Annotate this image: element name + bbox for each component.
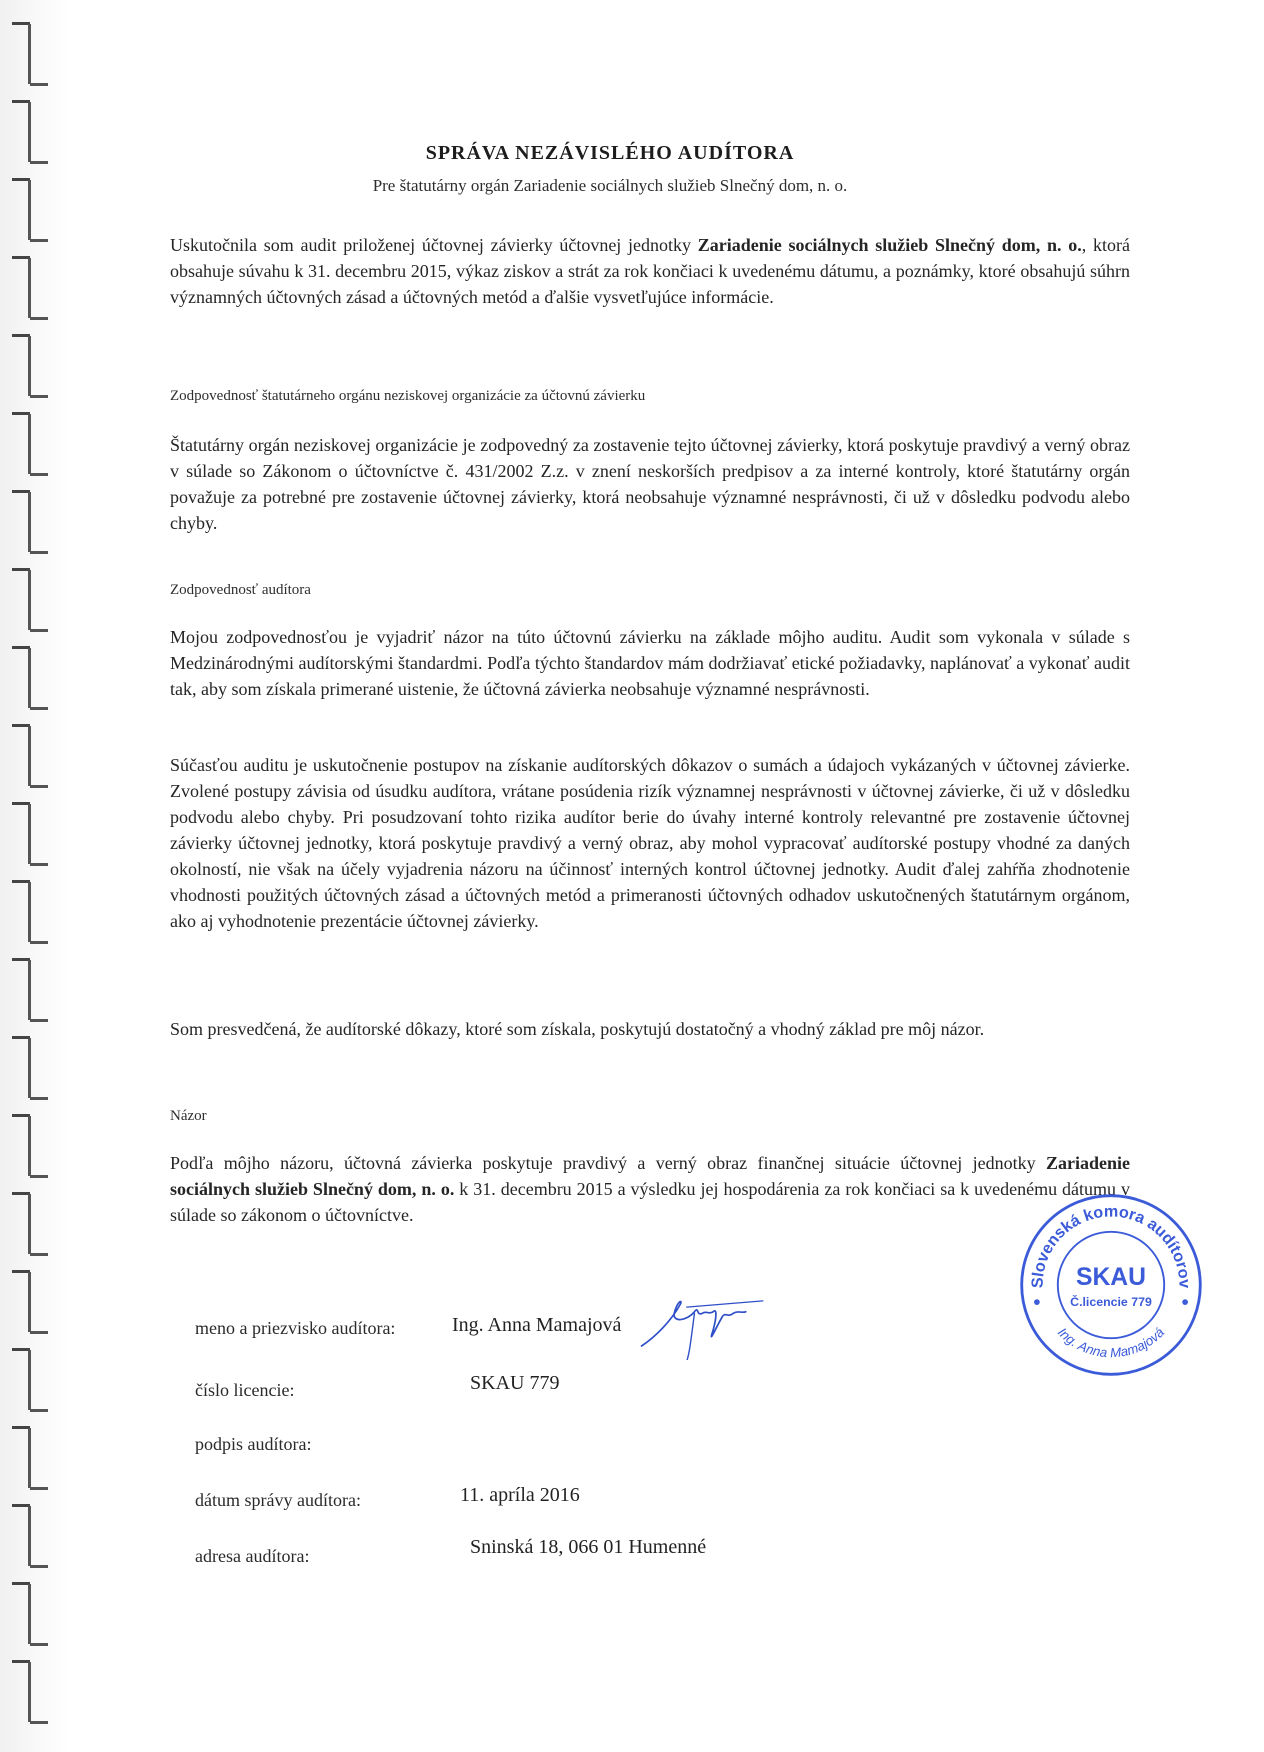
binding-ring bbox=[8, 332, 54, 402]
binding-ring bbox=[8, 956, 54, 1026]
intro-entity-name: Zariadenie sociálnych služieb Slnečný dom, n. o. bbox=[697, 235, 1082, 255]
address-value: Sninská 18, 066 01 Humenné bbox=[470, 1536, 707, 1558]
binding-ring bbox=[8, 1268, 54, 1338]
stamp-bottom-text: Ing. Anna Mamajová bbox=[1054, 1324, 1168, 1361]
opinion-entity-name: Zariadenie sociálnych služieb Slnečný dom, n. o. bbox=[170, 1153, 1130, 1199]
spiral-binding bbox=[0, 0, 70, 1752]
auditor-signature bbox=[620, 1290, 800, 1360]
binding-ring bbox=[8, 1034, 54, 1104]
license-value: SKAU 779 bbox=[470, 1372, 560, 1394]
binding-ring bbox=[8, 1580, 54, 1650]
statutory-responsibility-paragraph: Štatutárny orgán neziskovej organizácie je zodpovedný za zostavenie tejto účtovnej závierky, ktorá poskytuje pravdivý a verný obraz v súlade so Zákonom o účtovníctve č. 431/2002 Z.z. v znení neskorších predpisov a za interné kontroly, ktoré štatutárny orgán považuje za potrebné pre zostavenie účtovnej závierky, ktorá neobsahuje významné nesprávnosti, či už v dôsledku podvodu alebo chyby. bbox=[170, 435, 1130, 533]
report-subtitle: Pre štatutárny orgán Zariadenie sociálnych služieb Slnečný dom, n. o. bbox=[372, 176, 848, 195]
binding-ring bbox=[8, 1346, 54, 1416]
binding-ring bbox=[8, 1190, 54, 1260]
signature-label: podpis audítora: bbox=[195, 1434, 312, 1454]
auditor-name-label: meno a priezvisko audítora: bbox=[195, 1318, 396, 1338]
opinion-text-end: k 31. decembru 2015 a výsledku jej hospodárenia za rok končiaci sa k uvedenému dátumu v súlade so zákonom o účtovníctve. bbox=[170, 1179, 1130, 1225]
auditor-stamp bbox=[1016, 1190, 1206, 1380]
svg-text:Ing. Anna Mamajová bbox=[1055, 1325, 1167, 1361]
binding-ring bbox=[8, 1658, 54, 1728]
intro-paragraph bbox=[170, 232, 1130, 310]
opinion-heading: Názor bbox=[170, 1108, 207, 1124]
binding-ring bbox=[8, 98, 54, 168]
address-label: adresa audítora: bbox=[195, 1546, 310, 1566]
stamp-center-text: SKAU bbox=[1076, 1264, 1146, 1291]
auditor-name-value: Ing. Anna Mamajová bbox=[452, 1314, 622, 1336]
report-title: SPRÁVA NEZÁVISLÉHO AUDÍTORA bbox=[425, 142, 795, 164]
binding-ring bbox=[8, 1424, 54, 1494]
binding-ring bbox=[8, 878, 54, 948]
binding-ring bbox=[8, 488, 54, 558]
stamp-outer-text: Slovenská komora audítorov bbox=[1028, 1202, 1194, 1289]
stamp-license-text: Č.licencie 779 bbox=[1070, 1294, 1152, 1309]
license-label: číslo licencie: bbox=[195, 1380, 295, 1400]
audit-procedures-paragraph: Súčasťou auditu je uskutočnenie postupov na získanie audítorských dôkazov o sumách a údajoch vykázaných v účtovnej závierke. Zvolené postupy závisia od úsudku audítora, vrátane posúdenia rizík významnej nesprávnosti v účtovnej závierke, či už v dôsledku podvodu alebo chyby. Pri posudzovaní tohto rizika audítor berie do úvahy interné kontroly relevantné pre zostavenie účtovnej závierky účtovnej jednotky, ktorá poskytuje pravdivý a verný obraz, aby mohol vypracovať audítorské postupy vhodné za daných okolností, nie však na účely vyjadrenia názoru na účinnosť interných kontrol účtovnej jednotky. Audit ďalej zahŕňa zhodnotenie vhodnosti použitých účtovných zásad a účtovných metód a primeranosti účtovných odhadov uskutočnených štatutárnym orgánom, ako aj vyhodnotenie prezentácie účtovnej závierky. bbox=[170, 755, 1130, 931]
binding-ring bbox=[8, 20, 54, 90]
auditor-responsibility-paragraph: Mojou zodpovednosťou je vyjadriť názor na túto účtovnú závierku na základe môjho auditu. Audit som vykonala v súlade s Medzinárodnými audítorskými štandardmi. Podľa týchto štandardov mám dodržiavať etické požiadavky, naplánovať a vykonať audit tak, aby som získala primerané uistenie, že účtovná závierka neobsahuje významné nesprávnosti. bbox=[170, 627, 1130, 699]
binding-ring bbox=[8, 254, 54, 324]
binding-ring bbox=[8, 722, 54, 792]
binding-ring bbox=[8, 1112, 54, 1182]
binding-ring bbox=[8, 644, 54, 714]
report-date-value: 11. apríla 2016 bbox=[460, 1484, 580, 1506]
intro-text-end: , ktorá obsahuje súvahu k 31. decembru 2015, výkaz ziskov a strát za rok končiaci k uvedenému dátumu, a poznámky, ktoré obsahujú súhrn významných účtovných zásad a účtovných metód a ďalšie vysvetľujúce informácie. bbox=[170, 235, 1130, 307]
statutory-responsibility-heading: Zodpovednosť štatutárneho orgánu neziskovej organizácie za účtovnú závierku bbox=[170, 388, 646, 404]
binding-ring bbox=[8, 566, 54, 636]
binding-ring bbox=[8, 410, 54, 480]
opinion-paragraph bbox=[170, 1150, 1130, 1228]
opinion-text-start: Podľa môjho názoru, účtovná závierka poskytuje pravdivý a verný obraz finančnej situácie účtovnej jednotky bbox=[170, 1153, 1046, 1173]
binding-ring bbox=[8, 176, 54, 246]
binding-ring bbox=[8, 1502, 54, 1572]
binding-ring bbox=[8, 800, 54, 870]
auditor-responsibility-heading: Zodpovednosť audítora bbox=[170, 582, 311, 598]
audit-evidence-paragraph: Som presvedčená, že audítorské dôkazy, ktoré som získala, poskytujú dostatočný a vhodný základ pre môj názor. bbox=[170, 1019, 985, 1039]
report-date-label: dátum správy audítora: bbox=[195, 1490, 361, 1510]
intro-text-start: Uskutočnila som audit priloženej účtovnej závierky účtovnej jednotky bbox=[170, 235, 698, 255]
